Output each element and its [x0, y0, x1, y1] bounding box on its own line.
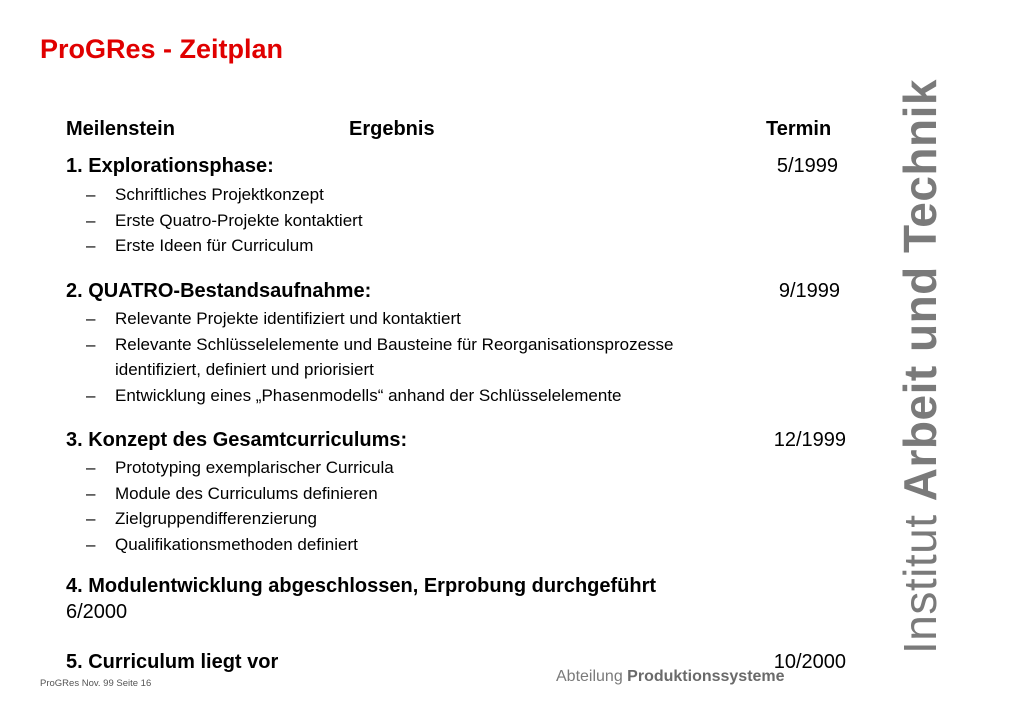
list-item: – Module des Curriculums definieren [86, 483, 378, 503]
milestone-2 [66, 280, 846, 303]
milestone-date: 9/1999 [778, 280, 840, 302]
list-item: – Qualifikationsmethoden definiert [86, 534, 358, 554]
list-item: – Erste Ideen für Curriculum [86, 236, 314, 255]
institute-logo-text: Institut Arbeit und Technik [894, 79, 946, 654]
milestone-4 [66, 575, 846, 624]
list-item: – Zielgruppendifferenzierung [86, 509, 317, 528]
milestone-2-list [86, 306, 674, 408]
footer-department: Abteilung Produktionssysteme [556, 668, 785, 685]
list-item: identifiziert, definiert und priorisiert [115, 360, 374, 379]
milestone-3-list [86, 455, 394, 557]
milestone-3 [66, 429, 846, 452]
column-header-milestone: Meilenstein [66, 118, 175, 140]
list-item: – Entwicklung eines „Phasenmodells“ anhand der Schlüsselelemente [86, 385, 622, 405]
list-item: – Relevante Schlüsselelemente und Bausteine für Reorganisationsprozesse [86, 334, 674, 354]
list-item: – Schriftliches Projektkonzept [86, 185, 324, 204]
milestone-date: 10/2000 [773, 651, 846, 673]
milestone-title: 1. Explorationsphase: [66, 155, 274, 177]
column-header-date: Termin [766, 118, 832, 140]
footer-slide-info: ProGRes Nov. 99 Seite 16 [40, 678, 152, 689]
milestone-title: 5. Curriculum liegt vor [66, 651, 279, 673]
milestone-1 [66, 155, 846, 178]
list-item: – Prototyping exemplarischer Curricula [86, 458, 394, 477]
milestone-1-list [86, 182, 363, 259]
milestone-date: 5/1999 [776, 155, 838, 177]
list-item: – Relevante Projekte identifiziert und kontaktiert [86, 309, 461, 328]
milestone-date: 12/1999 [773, 429, 846, 451]
list-item: – Erste Quatro-Projekte kontaktiert [86, 210, 363, 230]
milestone-date: 6/2000 [66, 601, 128, 623]
milestone-title: 3. Konzept des Gesamtcurriculums: [66, 429, 408, 451]
page-title: ProGRes - Zeitplan [40, 34, 284, 64]
column-header-result: Ergebnis [349, 118, 435, 140]
milestone-title: 4. Modulentwicklung abgeschlossen, Erprobung durchgeführt [66, 575, 657, 597]
milestone-title: 2. QUATRO-Bestandsaufnahme: [66, 280, 372, 302]
